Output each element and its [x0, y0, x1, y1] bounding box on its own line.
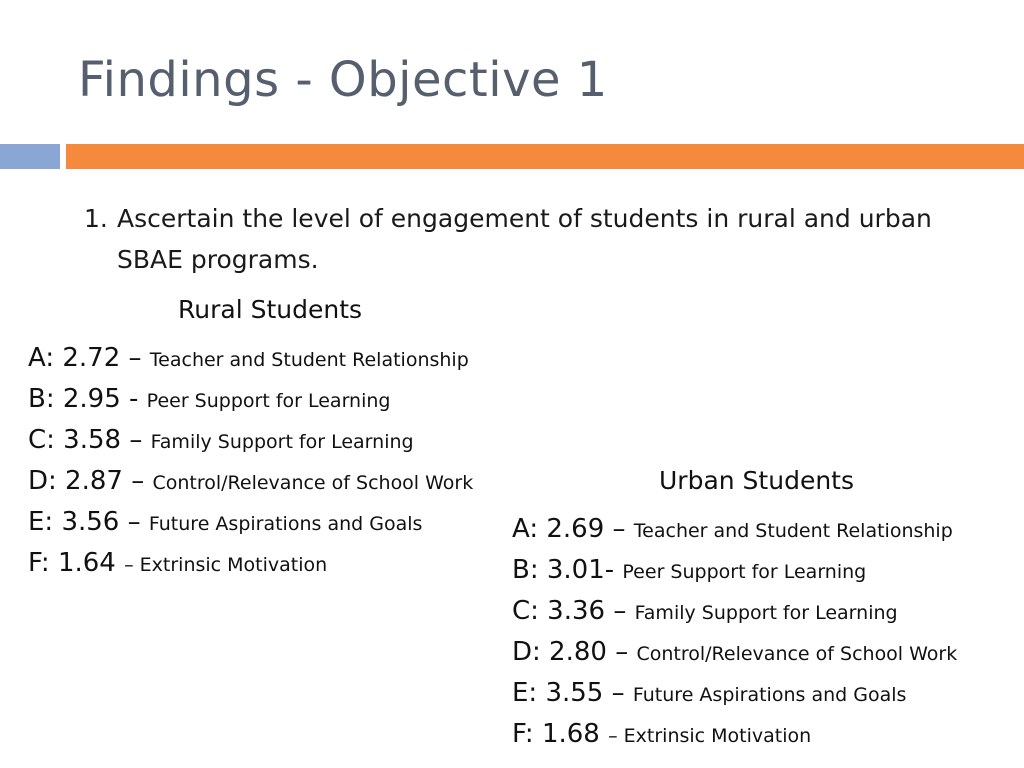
urban-item-c: [512, 591, 957, 632]
urban-heading: Urban Students: [659, 466, 854, 495]
urban-item-d: [512, 632, 957, 673]
rural-item-value: E: 3.56 –: [28, 507, 149, 537]
urban-item-desc: Peer Support for Learning: [622, 561, 867, 583]
urban-students-block: [512, 466, 957, 755]
rural-students-block: [28, 295, 473, 584]
objective-text: Ascertain the level of engagement of students in rural and urban SBAE programs.: [117, 204, 932, 274]
rural-item-desc: Family Support for Learning: [150, 431, 414, 453]
rural-item-desc: Peer Support for Learning: [146, 390, 391, 412]
objective-number: 1.: [84, 204, 108, 233]
urban-item-e: [512, 673, 957, 714]
rural-heading: Rural Students: [178, 295, 363, 324]
rural-item-f: [28, 543, 473, 584]
accent-bar-orange: [66, 144, 1024, 169]
rural-item-desc: Future Aspirations and Goals: [148, 513, 423, 535]
urban-item-a: [512, 509, 957, 550]
rural-item-value: C: 3.58 –: [28, 425, 151, 455]
urban-item-b: [512, 550, 957, 591]
rural-item-d: [28, 461, 473, 502]
urban-item-value: C: 3.36 –: [512, 596, 635, 626]
urban-item-value: E: 3.55 –: [512, 678, 633, 708]
urban-item-desc: Family Support for Learning: [634, 602, 898, 624]
urban-item-desc: Future Aspirations and Goals: [632, 684, 907, 706]
urban-item-value: F: 1.68: [512, 719, 609, 749]
rural-item-e: [28, 502, 473, 543]
rural-item-b: [28, 379, 473, 420]
rural-item-value: D: 2.87 –: [28, 466, 153, 496]
slide-title: Findings - Objective 1: [78, 52, 608, 108]
rural-item-desc: – Extrinsic Motivation: [124, 554, 328, 576]
urban-item-f: [512, 714, 957, 755]
urban-item-desc: – Extrinsic Motivation: [608, 725, 812, 747]
urban-item-value: D: 2.80 –: [512, 637, 637, 667]
urban-item-value: B: 3.01-: [512, 555, 623, 585]
accent-bar-blue: [0, 144, 60, 169]
rural-item-a: [28, 338, 473, 379]
urban-item-desc: Teacher and Student Relationship: [633, 520, 953, 542]
rural-item-value: F: 1.64: [28, 548, 125, 578]
rural-item-value: A: 2.72 –: [28, 343, 150, 373]
urban-item-value: A: 2.69 –: [512, 514, 634, 544]
urban-item-desc: Control/Relevance of School Work: [636, 643, 958, 665]
rural-item-c: [28, 420, 473, 461]
rural-item-desc: Teacher and Student Relationship: [149, 349, 469, 371]
rural-item-value: B: 2.95 -: [28, 384, 147, 414]
objective-item: [84, 198, 944, 280]
rural-item-desc: Control/Relevance of School Work: [152, 472, 474, 494]
